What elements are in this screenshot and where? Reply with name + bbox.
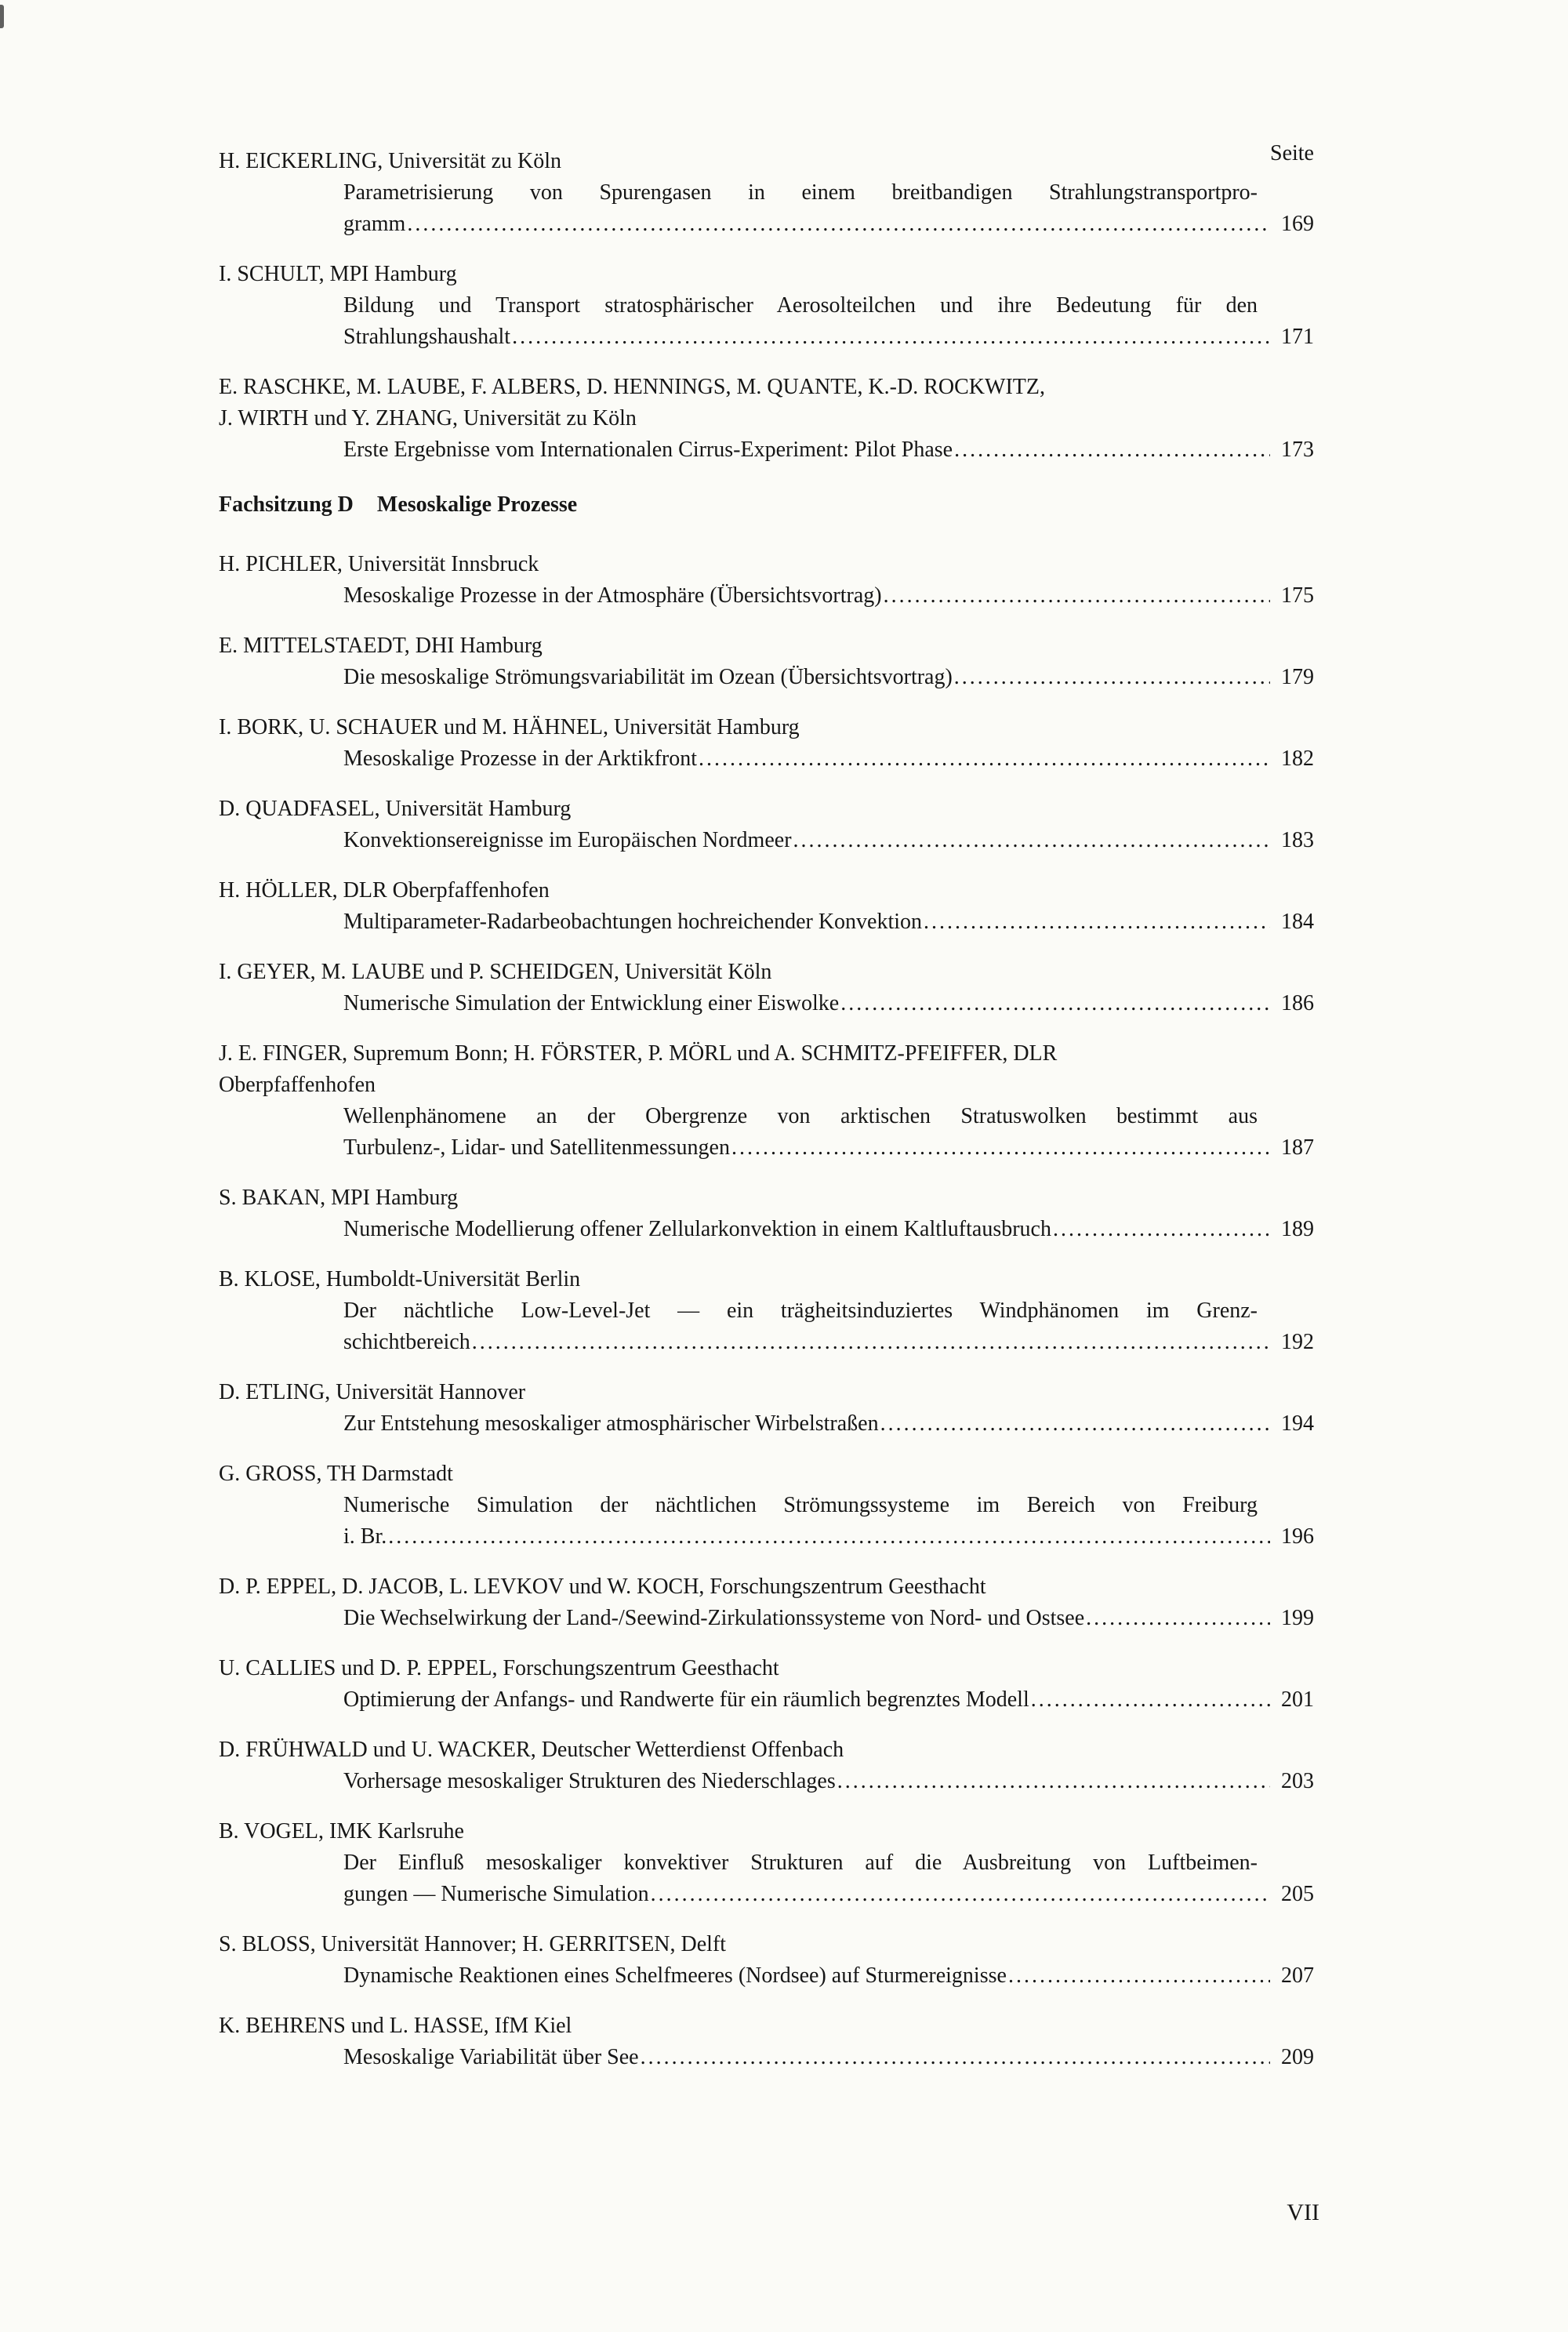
section-title: Mesoskalige Prozesse (376, 492, 578, 517)
entry-title-row (343, 1960, 1314, 1992)
entry-authors-line: U. CALLIES und D. P. EPPEL, Forschungszentrum Geesthacht (219, 1656, 779, 1680)
entry-authors-line: I. BORK, U. SCHAUER und M. HÄHNEL, Universität Hamburg (219, 715, 800, 739)
entry-authors-line: I. SCHULT, MPI Hamburg (219, 262, 457, 286)
entry-title-row (343, 2042, 1314, 2073)
entry-title-line: Multiparameter-Radarbeobachtungen hochreichender Konvektion (343, 910, 923, 934)
entry-authors-line: J. E. FINGER, Supremum Bonn; H. FÖRSTER, P. MÖRL und A. SCHMITZ-PFEIFFER, DLR (219, 1041, 1058, 1066)
entry-authors-line: E. MITTELSTAEDT, DHI Hamburg (219, 634, 543, 658)
entry-title-line: gungen — Numerische Simulation (343, 1882, 649, 1906)
dot-leader (837, 1766, 1270, 1797)
toc-entry (219, 1182, 1314, 1245)
entry-title-row (343, 1408, 1314, 1440)
entry-title (343, 290, 1314, 353)
entry-title (343, 2042, 1314, 2073)
entry-authors-line: D. QUADFASEL, Universität Hamburg (219, 797, 572, 821)
dot-leader (954, 434, 1270, 466)
section-heading (219, 489, 1314, 521)
entry-title-row (343, 662, 1314, 693)
toc-entry (219, 1264, 1314, 1358)
entry-authors-line: D. ETLING, Universität Hannover (219, 1380, 526, 1404)
dot-leader (840, 988, 1270, 1019)
entry-page-number: 186 (1281, 991, 1314, 1015)
dot-leader (388, 1521, 1270, 1553)
entry-title-line: Numerische Modellierung offener Zellularkonvektion in einem Kaltluftausbruch (343, 1217, 1051, 1241)
toc-entry (219, 1734, 1314, 1797)
entry-title-line: Dynamische Reaktionen eines Schelfmeeres (Nordsee) auf Sturmereignisse (343, 1963, 1007, 1988)
entry-title-line: Zur Entstehung mesoskaliger atmosphärischer Wirbelstraßen (343, 1411, 879, 1436)
entry-title-row (343, 1214, 1314, 1245)
toc-entry (219, 1458, 1314, 1553)
entry-page-number: 179 (1281, 665, 1314, 689)
entry-title-row (343, 321, 1314, 353)
entry-authors-line: B. VOGEL, IMK Karlsruhe (219, 1819, 464, 1843)
dot-leader (884, 580, 1270, 612)
entry-title (343, 1847, 1314, 1910)
toc-entry (219, 1653, 1314, 1716)
entry-title-row (343, 906, 1314, 938)
toc-entry (219, 259, 1314, 353)
entry-page-number: 187 (1281, 1135, 1314, 1160)
dot-leader (699, 743, 1270, 775)
dot-leader (407, 209, 1270, 240)
entry-authors-line: H. HÖLLER, DLR Oberpfaffenhofen (219, 878, 550, 903)
toc-entry (219, 1377, 1314, 1440)
entry-title-line: gramm (343, 212, 406, 236)
toc-entry (219, 875, 1314, 938)
entry-title-line: Vorhersage mesoskaliger Strukturen des Niederschlages (343, 1769, 836, 1793)
entry-page-number: 192 (1281, 1330, 1314, 1354)
toc-entry (219, 1038, 1314, 1164)
entry-title-row (343, 1603, 1314, 1634)
entry-title (343, 743, 1314, 775)
entry-page-number: 207 (1281, 1963, 1314, 1988)
dot-leader (651, 1879, 1270, 1910)
entry-title-line: Der Einfluß mesoskaliger konvektiver Strukturen auf die Ausbreitung von Luftbeimen- (343, 1851, 1258, 1875)
entry-title (343, 1101, 1314, 1164)
entry-title-line: Strahlungshaushalt (343, 325, 511, 349)
entry-title (343, 434, 1314, 466)
entry-title-row (343, 1132, 1314, 1164)
toc-entry (219, 1571, 1314, 1634)
seite-column-header: Seite (1270, 141, 1314, 165)
entry-title-line: Mesoskalige Prozesse in der Arktikfront (343, 746, 698, 771)
entry-page-number: 183 (1281, 828, 1314, 852)
entry-page-number: 173 (1281, 438, 1314, 462)
entry-authors-line: Oberpfaffenhofen (219, 1073, 376, 1097)
entry-title-row (343, 1766, 1314, 1797)
entry-title-line: Parametrisierung von Spurengasen in einem breitbandigen Strahlungstransportpro- (343, 180, 1258, 205)
entry-title-line: Erste Ergebnisse vom Internationalen Cirrus-Experiment: Pilot Phase (343, 438, 953, 462)
entry-title-line: Mesoskalige Prozesse in der Atmosphäre (Übersichtsvortrag) (343, 583, 882, 608)
dot-leader (1031, 1684, 1270, 1716)
entry-title (343, 1214, 1314, 1245)
entry-authors-line: S. BAKAN, MPI Hamburg (219, 1186, 459, 1210)
entry-page-number: 194 (1281, 1411, 1314, 1436)
toc-entry (219, 630, 1314, 693)
entry-title-line: Die Wechselwirkung der Land-/Seewind-Zirkulationssysteme von Nord- und Ostsee (343, 1606, 1085, 1630)
folio-page-number: VII (1287, 2199, 1319, 2225)
dot-leader (880, 1408, 1270, 1440)
dot-leader (793, 825, 1270, 856)
dot-leader (954, 662, 1270, 693)
dot-leader (1086, 1603, 1270, 1634)
entry-title (343, 1960, 1314, 1992)
entry-title (343, 1295, 1314, 1358)
dot-leader (1008, 1960, 1270, 1992)
entry-page-number: 175 (1281, 583, 1314, 608)
entry-page-number: 169 (1281, 212, 1314, 236)
entry-title-line: Der nächtliche Low-Level-Jet — ein trägheitsinduziertes Windphänomen im Grenz- (343, 1299, 1258, 1323)
entry-title (343, 580, 1314, 612)
toc-entry (219, 372, 1314, 466)
toc-entry (219, 1929, 1314, 1992)
entry-page-number: 199 (1281, 1606, 1314, 1630)
entry-title-row (343, 825, 1314, 856)
entry-page-number: 203 (1281, 1769, 1314, 1793)
entry-authors-line: J. WIRTH und Y. ZHANG, Universität zu Köln (219, 406, 637, 430)
entry-title-row (343, 209, 1314, 240)
dot-leader (512, 321, 1270, 353)
dot-leader (641, 2042, 1270, 2073)
entry-title (343, 1603, 1314, 1634)
entry-title-line: Turbulenz-, Lidar- und Satellitenmessungen (343, 1135, 730, 1160)
entry-authors-line: H. EICKERLING, Universität zu Köln (219, 149, 562, 173)
entry-authors-line: G. GROSS, TH Darmstadt (219, 1462, 453, 1486)
entry-title-row (343, 1327, 1314, 1358)
section-code: Fachsitzung D (219, 492, 354, 517)
entry-title-row (343, 743, 1314, 775)
toc-entry (219, 1816, 1314, 1910)
entry-page-number: 182 (1281, 746, 1314, 771)
entry-page-number: 205 (1281, 1882, 1314, 1906)
entry-authors-line: D. FRÜHWALD und U. WACKER, Deutscher Wetterdienst Offenbach (219, 1738, 844, 1762)
toc-entry (219, 549, 1314, 612)
entry-title-line: Numerische Simulation der Entwicklung einer Eiswolke (343, 991, 840, 1015)
entry-title-row (343, 1879, 1314, 1910)
entry-title (343, 177, 1314, 240)
toc-entry (219, 146, 1314, 240)
entry-authors-line: B. KLOSE, Humboldt-Universität Berlin (219, 1267, 581, 1291)
entry-title-row (343, 1521, 1314, 1553)
entry-page-number: 201 (1281, 1687, 1314, 1712)
entry-title-row (343, 434, 1314, 466)
entry-title-line: Optimierung der Anfangs- und Randwerte für ein räumlich begrenztes Modell (343, 1687, 1029, 1712)
dot-leader (924, 906, 1270, 938)
entry-authors-line: D. P. EPPEL, D. JACOB, L. LEVKOV und W. KOCH, Forschungszentrum Geesthacht (219, 1575, 986, 1599)
entry-page-number: 209 (1281, 2045, 1314, 2069)
entry-title (343, 1408, 1314, 1440)
entry-title (343, 662, 1314, 693)
entry-title-row (343, 988, 1314, 1019)
entry-page-number: 184 (1281, 910, 1314, 934)
dot-leader (1053, 1214, 1270, 1245)
entry-title (343, 1766, 1314, 1797)
entry-authors-line: I. GEYER, M. LAUBE und P. SCHEIDGEN, Universität Köln (219, 960, 772, 984)
entry-title-line: Bildung und Transport stratosphärischer Aerosolteilchen und ihre Bedeutung für den (343, 293, 1258, 318)
entry-page-number: 189 (1281, 1217, 1314, 1241)
entry-title-line: Konvektionsereignisse im Europäischen Nordmeer (343, 828, 792, 852)
entry-title-line: Mesoskalige Variabilität über See (343, 2045, 639, 2069)
entry-title (343, 988, 1314, 1019)
entry-title-row (343, 580, 1314, 612)
entry-authors-line: K. BEHRENS und L. HASSE, IfM Kiel (219, 2014, 572, 2038)
dot-leader (472, 1327, 1270, 1358)
entry-title (343, 1684, 1314, 1716)
entry-authors-line: H. PICHLER, Universität Innsbruck (219, 552, 539, 576)
entry-title-line: Wellenphänomene an der Obergrenze von arktischen Stratuswolken bestimmt aus (343, 1104, 1258, 1128)
entry-title (343, 1490, 1314, 1553)
toc-entry (219, 2011, 1314, 2073)
entry-title-line: Die mesoskalige Strömungsvariabilität im Ozean (Übersichtsvortrag) (343, 665, 953, 689)
toc-entry (219, 712, 1314, 775)
toc-list (219, 146, 1314, 2092)
entry-title-row (343, 1684, 1314, 1716)
entry-title-line: Numerische Simulation der nächtlichen Strömungssysteme im Bereich von Freiburg (343, 1493, 1258, 1517)
toc-entry (219, 794, 1314, 856)
entry-authors-line: E. RASCHKE, M. LAUBE, F. ALBERS, D. HENNINGS, M. QUANTE, K.-D. ROCKWITZ, (219, 375, 1045, 399)
entry-title-line: i. Br. (343, 1524, 387, 1549)
entry-title-line: schichtbereich (343, 1330, 470, 1354)
entry-title (343, 906, 1314, 938)
dot-leader (731, 1132, 1270, 1164)
entry-page-number: 196 (1281, 1524, 1314, 1549)
toc-entry (219, 957, 1314, 1019)
entry-title (343, 825, 1314, 856)
scan-edge-artifact (0, 5, 4, 28)
entry-authors-line: S. BLOSS, Universität Hannover; H. GERRITSEN, Delft (219, 1932, 727, 1956)
entry-page-number: 171 (1281, 325, 1314, 349)
